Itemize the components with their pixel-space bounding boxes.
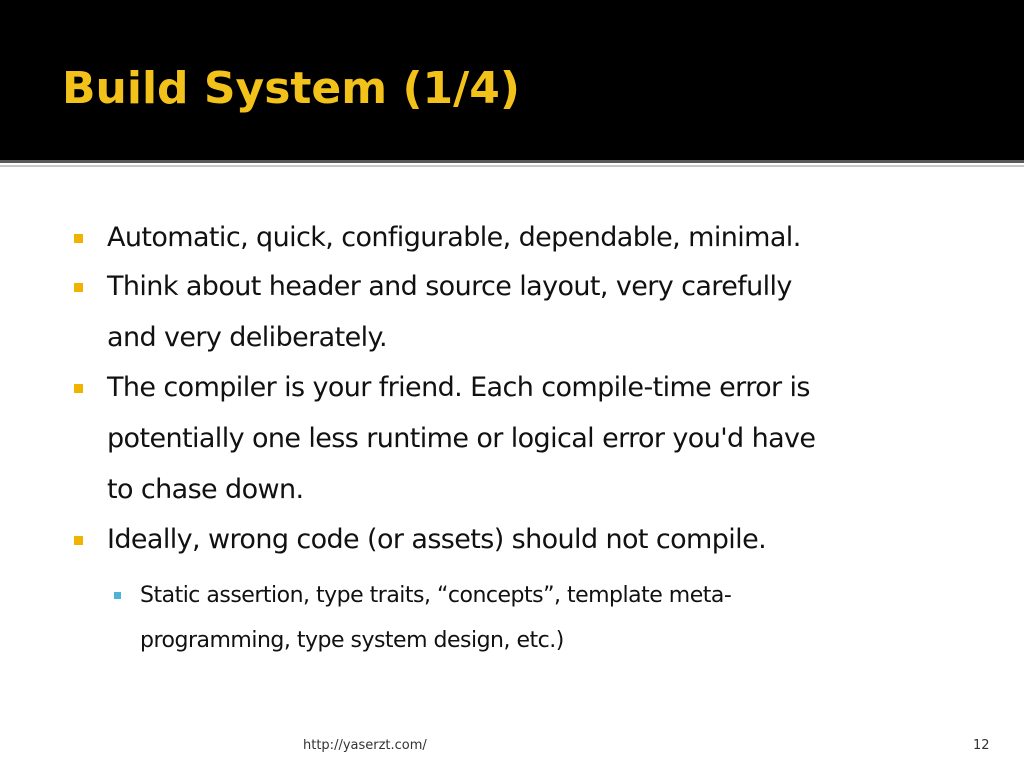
bullet-item xyxy=(107,514,977,565)
bullet-line: and very deliberately. xyxy=(107,322,387,353)
footer-url: http://yaserzt.com/ xyxy=(303,738,427,753)
bullet-line: potentially one less runtime or logical error you'd have xyxy=(107,423,816,454)
slide-title: Build System (1/4) xyxy=(62,63,520,114)
sub-bullet-item xyxy=(140,573,960,663)
slide-number: 12 xyxy=(973,738,990,753)
sub-bullet-line: programming, type system design, etc.) xyxy=(140,628,564,653)
bullet-marker-icon xyxy=(74,536,83,545)
bullet-marker-icon xyxy=(74,283,83,292)
bullet-line: to chase down. xyxy=(107,474,304,505)
bullet-line: Ideally, wrong code (or assets) should not compile. xyxy=(107,524,767,555)
bullet-item xyxy=(107,212,977,263)
bullet-line: Automatic, quick, configurable, dependable, minimal. xyxy=(107,222,801,253)
bullet-marker-icon xyxy=(74,234,83,243)
sub-bullet-marker-icon xyxy=(114,592,121,599)
bullet-marker-icon xyxy=(74,384,83,393)
bullet-item xyxy=(107,261,977,363)
bullet-line: The compiler is your friend. Each compile-time error is xyxy=(107,372,810,403)
title-bar xyxy=(0,0,1024,160)
bullet-item xyxy=(107,362,977,515)
sub-bullet-line: Static assertion, type traits, “concepts”, template meta- xyxy=(140,583,732,608)
bullet-line: Think about header and source layout, very carefully xyxy=(107,271,792,302)
title-divider-light xyxy=(0,165,1024,167)
title-divider xyxy=(0,160,1024,163)
